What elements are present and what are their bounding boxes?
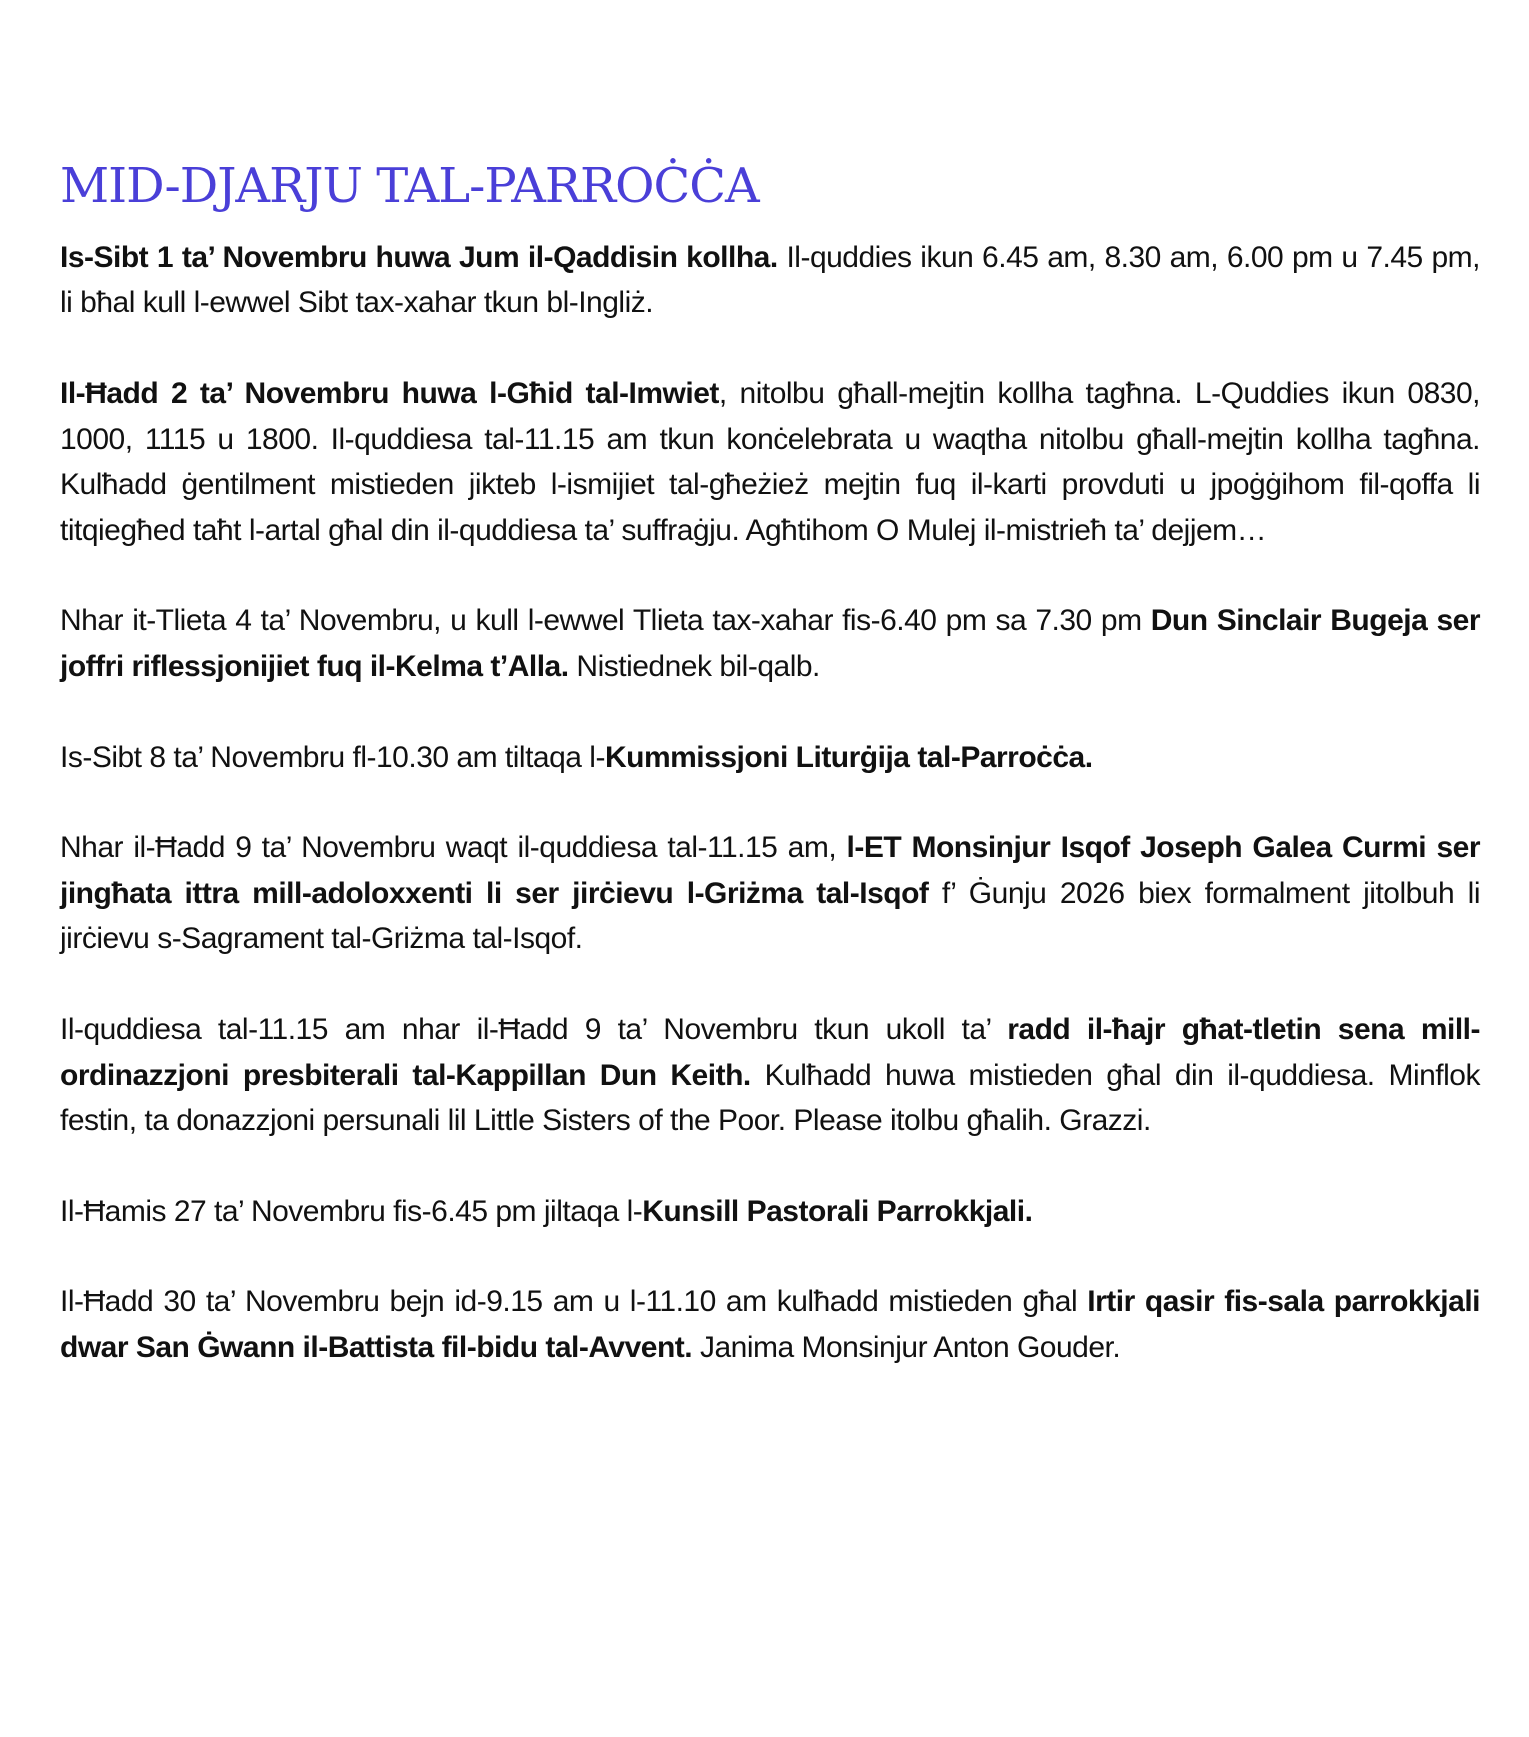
notice-text: f’ Ġunju 2026 biex formalment jitolbuh li jirċievu s-Sagrament tal-Griżma tal-Isqof.: [60, 876, 1480, 956]
notice-all-saints: [60, 235, 1480, 326]
notice-text: Is-Sibt 8 ta’ Novembru fl-10.30 am tiltaqa l-: [60, 740, 605, 774]
notice-text: Il-quddies ikun 6.45 am, 8.30 am, 6.00 pm u 7.45 pm, li bħal kull l-ewwel Sibt tax-xahar tkun bl-Ingliż.: [60, 240, 1480, 320]
notice-highlight: radd il-ħajr għat-tletin sena mill-ordinazzjoni presbiterali tal-Kappillan Dun Keith.: [60, 1012, 1480, 1092]
notice-highlight: Il-Ħadd 2 ta’ Novembru huwa l-Għid tal-Imwiet: [60, 376, 719, 410]
notice-thanksgiving-mass: [60, 1007, 1480, 1144]
notice-text: Il-Ħamis 27 ta’ Novembru fis-6.45 pm jiltaqa l-: [60, 1194, 643, 1228]
notice-highlight: l-ET Monsinjur Isqof Joseph Galea Curmi ser jingħata ittra mill-adoloxxenti li ser jirċievu l-Griżma tal-Isqof: [60, 831, 1481, 910]
page-title: MID-DJARJU TAL-PARROĊĊA: [60, 158, 759, 214]
notice-text: Nistiednek bil-qalb.: [568, 649, 820, 683]
notice-text: Il-Ħadd 30 ta’ Novembru bejn id-9.15 am u l-11.10 am kulħadd mistieden għal: [60, 1285, 1088, 1319]
notice-text: Janima Monsinjur Anton Gouder.: [692, 1330, 1121, 1364]
notice-highlight: Kunsill Pastorali Parrokkjali.: [642, 1194, 1033, 1228]
notice-text: Nhar it-Tlieta 4 ta’ Novembru, u kull l-ewwel Tlieta tax-xahar fis-6.40 pm sa 7.30 pm: [60, 604, 1151, 638]
notice-text: Kulħadd huwa mistieden għal din il-quddiesa. Minflok festin, ta donazzjoni persunali lil Little Sisters of the Poor. Please itolbu għalih. Grazzi.: [60, 1058, 1480, 1138]
notice-highlight: Is-Sibt 1 ta’ Novembru huwa Jum il-Qaddisin kollha.: [60, 240, 778, 274]
notice-highlight: Irtir qasir fis-sala parrokkjali dwar San Ġwann il-Battista fil-bidu tal-Avvent.: [60, 1285, 1480, 1364]
notice-text: Nhar il-Ħadd 9 ta’ Novembru waqt il-quddiesa tal-11.15 am,: [60, 831, 847, 865]
notice-all-souls: [60, 371, 1480, 553]
notice-highlight: Dun Sinclair Bugeja ser joffri riflessjonijiet fuq il-Kelma t’Alla.: [60, 604, 1480, 683]
notice-liturgy-commission: [60, 735, 1480, 781]
notice-reflections: [60, 598, 1480, 689]
notice-advent-retreat: [60, 1279, 1480, 1370]
notice-text: Il-quddiesa tal-11.15 am nhar il-Ħadd 9 ta’ Novembru tkun ukoll ta’: [60, 1012, 1008, 1046]
notice-pastoral-council: [60, 1189, 1480, 1235]
notice-highlight: Kummissjoni Liturġija tal-Parroċċa.: [604, 740, 1093, 774]
notice-confirmation-letter: [60, 825, 1480, 962]
notice-text: , nitolbu għall-mejtin kollha tagħna. L-Quddies ikun 0830, 1000, 1115 u 1800. Il-quddiesa tal-11.15 am tkun konċelebrata u waqtha nitolbu għall-mejtin kollha tagħna. Kulħadd ġentilment mistieden jikteb l-ismijiet tal-għeżież mejtin fuq il-karti provduti u jpoġġihom fil-qoffa li titqiegħed taħt l-artal għal din il-quddiesa ta’ suffraġju. Agħtihom O Mulej il-mistrieħ ta’ dejjem…: [60, 376, 1480, 547]
diary-page: [60, 160, 1480, 1415]
